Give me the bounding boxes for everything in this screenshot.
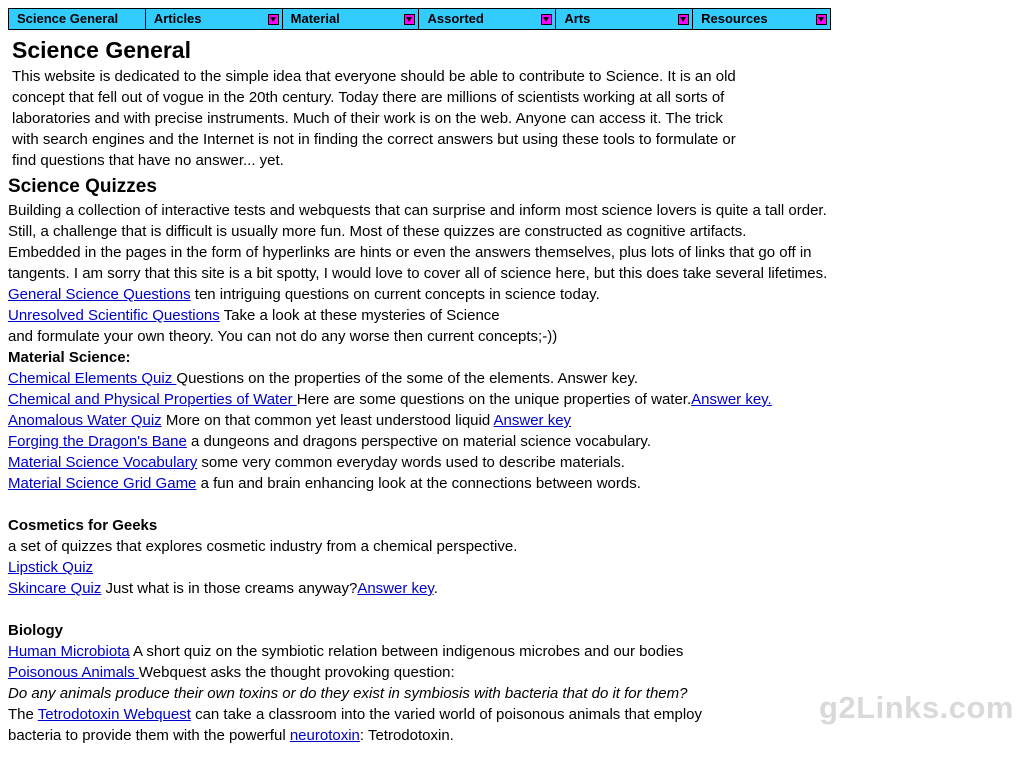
skincare-quiz-link[interactable]: Skincare Quiz [8, 580, 102, 597]
poisonous-animals-link[interactable]: Poisonous Animals [8, 664, 139, 681]
material-science-vocabulary-link[interactable]: Material Science Vocabulary [8, 454, 198, 471]
item-description: A short quiz on the symbiotic relation between indigenous microbes and our bodies [129, 643, 684, 660]
skincare-answer-key-link[interactable]: Answer key [357, 580, 434, 597]
list-item [8, 368, 998, 389]
biology-heading: Biology [8, 622, 63, 639]
text-fragment: bacteria to provide them with the powerful [8, 727, 290, 744]
intro-line: laboratories and with precise instruments. Much of their work is on the web. Anyone can access it. The trick [12, 110, 723, 127]
section-title-science-quizzes: Science Quizzes [8, 176, 157, 197]
menu-articles[interactable] [146, 9, 283, 29]
list-item [8, 557, 998, 578]
dropdown-arrow-icon[interactable] [268, 14, 279, 25]
unresolved-questions-text: Take a look at these mysteries of Science [219, 307, 500, 324]
item-description: Questions on the properties of the some of the elements. Answer key. [176, 370, 639, 387]
intro-line: find questions that have no answer... yet. [12, 152, 284, 169]
item-description: Here are some questions on the unique properties of water. [296, 391, 692, 408]
list-item [8, 641, 998, 662]
punctuation: . [433, 580, 438, 597]
menu-label: Material [290, 11, 340, 26]
dropdown-arrow-icon[interactable] [816, 14, 827, 25]
lipstick-quiz-link[interactable]: Lipstick Quiz [8, 559, 94, 576]
quizzes-intro-line: Building a collection of interactive tests and webquests that can surprise and inform most science lovers is quite a tall order. [8, 202, 827, 219]
human-microbiota-link[interactable]: Human Microbiota [8, 643, 130, 660]
unresolved-questions-text-2: and formulate your own theory. You can not do any worse then current concepts;-)) [8, 328, 558, 345]
water-answer-key-link[interactable]: Answer key. [691, 391, 772, 408]
general-science-questions-link[interactable]: General Science Questions [8, 286, 191, 303]
item-description: a fun and brain enhancing look at the connections between words. [196, 475, 641, 492]
cosmetics-description: a set of quizzes that explores cosmetic industry from a chemical perspective. [8, 538, 518, 555]
unresolved-questions-row [8, 305, 998, 326]
menu-assorted[interactable] [419, 9, 556, 29]
text-fragment: : Tetrodotoxin. [359, 727, 454, 744]
spacer [8, 494, 998, 515]
list-item [8, 431, 998, 452]
list-item [8, 452, 998, 473]
menu-label: Science General [17, 11, 119, 26]
neurotoxin-link[interactable]: neurotoxin [289, 727, 360, 744]
cosmetics-heading: Cosmetics for Geeks [8, 517, 158, 534]
text-fragment: The [8, 706, 38, 723]
material-science-grid-game-link[interactable]: Material Science Grid Game [8, 475, 197, 492]
main-content [8, 200, 998, 746]
item-description: More on that common yet least understood liquid [161, 412, 494, 429]
quizzes-intro-line: Still, a challenge that is difficult is usually more fun. Most of these quizzes are constructed as cognitive artifacts. [8, 223, 747, 240]
list-item [8, 662, 998, 683]
item-description: some very common everyday words used to describe materials. [197, 454, 625, 471]
menu-label: Assorted [427, 11, 484, 26]
general-questions-text: ten intriguing questions on current concepts in science today. [190, 286, 600, 303]
neurotoxin-row [8, 725, 998, 746]
list-item [8, 578, 998, 599]
unresolved-scientific-questions-link[interactable]: Unresolved Scientific Questions [8, 307, 220, 324]
webquest-question: Do any animals produce their own toxins or do they exist in symbiosis with bacteria that do it for them? [8, 685, 688, 702]
list-item [8, 410, 998, 431]
dropdown-arrow-icon[interactable] [404, 14, 415, 25]
top-menu-bar [8, 8, 831, 30]
list-item [8, 473, 998, 494]
menu-label: Arts [564, 11, 591, 26]
menu-label: Resources [701, 11, 768, 26]
water-properties-link[interactable]: Chemical and Physical Properties of Water [8, 391, 297, 408]
anomalous-water-answer-key-link[interactable]: Answer key [493, 412, 572, 429]
menu-label: Articles [153, 11, 202, 26]
quizzes-intro-line: Embedded in the pages in the form of hyperlinks are hints or even the answers themselves, plus lots of links that go off in [8, 244, 812, 261]
intro-line: with search engines and the Internet is not in finding the correct answers but using these tools to formulate or [12, 131, 736, 148]
text-fragment: can take a classroom into the varied world of poisonous animals that employ [190, 706, 703, 723]
dropdown-arrow-icon[interactable] [678, 14, 689, 25]
item-description: Just what is in those creams anyway? [101, 580, 358, 597]
menu-arts[interactable] [556, 9, 693, 29]
menu-science-general[interactable] [9, 9, 146, 29]
intro-paragraph [12, 66, 802, 171]
intro-line: This website is dedicated to the simple idea that everyone should be able to contribute to Science. It is an old [12, 68, 736, 85]
item-description: a dungeons and dragons perspective on material science vocabulary. [186, 433, 651, 450]
spacer [8, 599, 998, 620]
material-science-heading: Material Science: [8, 349, 131, 366]
list-item [8, 389, 998, 410]
general-questions-row [8, 284, 998, 305]
menu-resources[interactable] [693, 9, 830, 29]
anomalous-water-quiz-link[interactable]: Anomalous Water Quiz [8, 412, 162, 429]
dragons-bane-link[interactable]: Forging the Dragon's Bane [8, 433, 187, 450]
tetrodotoxin-webquest-link[interactable]: Tetrodotoxin Webquest [37, 706, 191, 723]
quizzes-intro-line: tangents. I am sorry that this site is a bit spotty, I would love to cover all of science here, but this does take several lifetimes. [8, 265, 828, 282]
menu-material[interactable] [283, 9, 420, 29]
intro-line: concept that fell out of vogue in the 20th century. Today there are millions of scientists working at all sorts of [12, 89, 725, 106]
dropdown-arrow-icon[interactable] [541, 14, 552, 25]
page-title: Science General [12, 37, 191, 63]
watermark: g2Links.com [819, 690, 1014, 725]
chemical-elements-quiz-link[interactable]: Chemical Elements Quiz [8, 370, 177, 387]
item-description: Webquest asks the thought provoking question: [138, 664, 455, 681]
